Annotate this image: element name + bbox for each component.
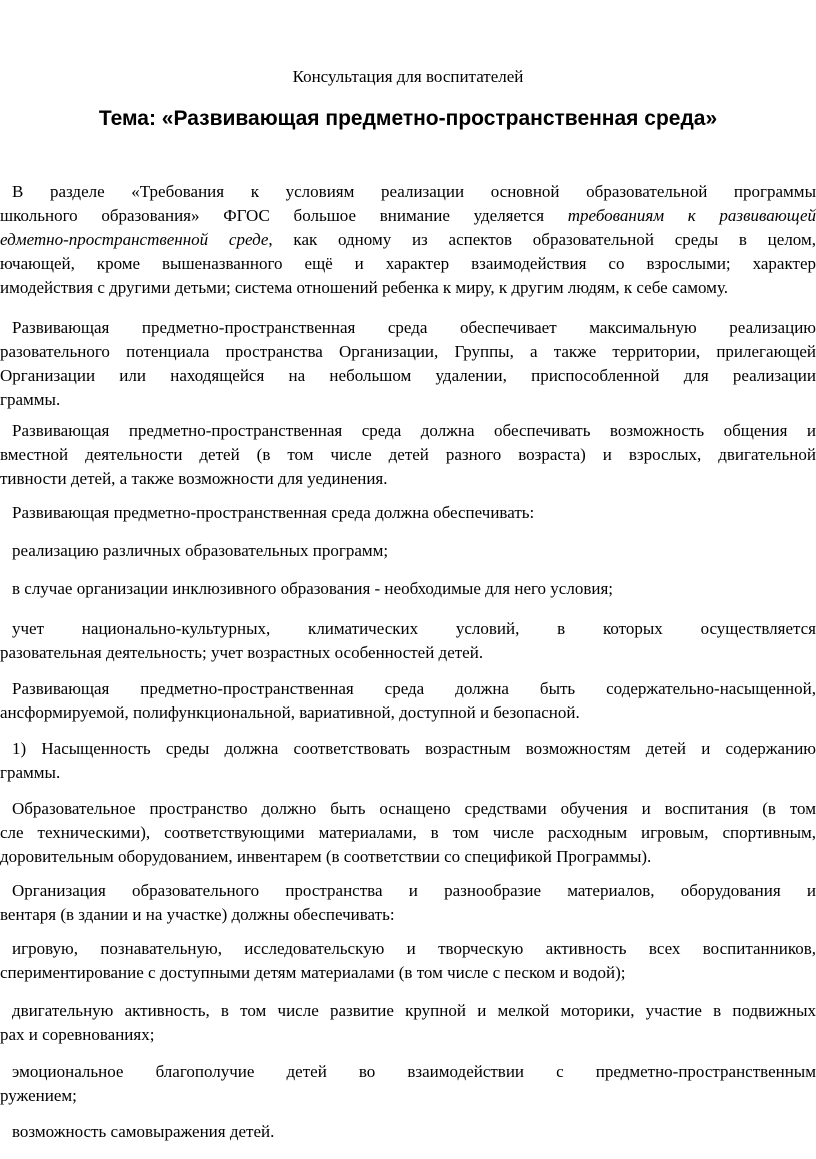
italic-term: едметно-пространственной среде (0, 230, 269, 249)
paragraph-line: ансформируемой, полифункциональной, вариативной, доступной и безопасной. (0, 703, 580, 722)
text-span: , как одному из аспектов образовательной среды в целом, (268, 230, 816, 249)
paragraph-line: вентаря (в здании и на участке) должны обеспечивать: (0, 905, 395, 924)
paragraph-line: вместной деятельности детей (в том числе детей разного возраста) и взрослых, двигательной (0, 445, 816, 464)
paragraph-line: Развивающая предметно-пространственная среда должна обеспечивать возможность общения и (12, 421, 816, 440)
paragraph-line: разовательного потенциала пространства Организации, Группы, а также территории, прилегающей (0, 342, 816, 361)
paragraph-line: учет национально-культурных, климатических условий, в которых осуществляется (12, 619, 816, 638)
paragraph-line: эмоциональное благополучие детей во взаимодействии с предметно-пространственным (12, 1062, 816, 1081)
paragraph-line: разовательная деятельность; учет возрастных особенностей детей. (0, 643, 484, 662)
document-title: Тема: «Развивающая предметно-пространственная среда» (98, 107, 718, 130)
document-heading: Консультация для воспитателей (292, 67, 524, 86)
paragraph-line: реализацию различных образовательных программ; (12, 541, 389, 560)
paragraph-line: Образовательное пространство должно быть оснащено средствами обучения и воспитания (в том (12, 799, 816, 818)
paragraph-9 (0, 737, 816, 785)
paragraph-line: тивности детей, а также возможности для уединения. (0, 469, 388, 488)
paragraph-line (0, 228, 816, 252)
paragraph-line: игровую, познавательную, исследовательскую и творческую активность всех воспитанников, (12, 939, 816, 958)
paragraph-10 (0, 797, 816, 869)
paragraph-line: рах и соревнованиях; (0, 1025, 155, 1044)
paragraph-line (0, 204, 816, 228)
paragraph-line: возможность самовыражения детей. (12, 1122, 275, 1141)
paragraph-line: Организация образовательного пространства и разнообразие материалов, оборудования и (12, 881, 816, 900)
paragraph-line: в случае организации инклюзивного образования - необходимые для него условия; (12, 579, 613, 598)
paragraph-line: Развивающая предметно-пространственная среда должна обеспечивать: (12, 503, 535, 522)
paragraph-15 (0, 1120, 816, 1144)
paragraph-12 (0, 937, 816, 985)
paragraph-line: доровительным оборудованием, инвентарем (в соответствии со спецификой Программы). (0, 847, 652, 866)
paragraph-4 (0, 501, 816, 525)
paragraph-line: граммы. (0, 763, 61, 782)
paragraph-line: Организации или находящейся на небольшом удалении, приспособленной для реализации (0, 366, 816, 385)
paragraph-2 (0, 316, 816, 412)
paragraph-line: Развивающая предметно-пространственная среда должна быть содержательно-насыщенной, (12, 679, 816, 698)
paragraph-1 (0, 180, 816, 300)
paragraph-11 (0, 879, 816, 927)
paragraph-5 (0, 539, 816, 563)
paragraph-line: граммы. (0, 390, 61, 409)
paragraph-line: имодействия с другими детьми; система отношений ребенка к миру, к другим людям, к себе самому. (0, 278, 728, 297)
text-span: школьного образования» ФГОС большое внимание уделяется (0, 206, 568, 225)
paragraph-line: В разделе «Требования к условиям реализации основной образовательной программы (12, 182, 816, 201)
paragraph-13 (0, 999, 816, 1047)
paragraph-line: ружением; (0, 1086, 77, 1105)
paragraph-3 (0, 419, 816, 491)
italic-term: требованиям к развивающей (567, 206, 816, 225)
paragraph-line: Развивающая предметно-пространственная среда обеспечивает максимальную реализацию (12, 318, 816, 337)
paragraph-line: двигательную активность, в том числе развитие крупной и мелкой моторики, участие в подвижных (12, 1001, 816, 1020)
paragraph-line: ючающей, кроме вышеназванного ещё и характер взаимодействия со взрослыми; характер (0, 254, 816, 273)
paragraph-8 (0, 677, 816, 725)
paragraph-14 (0, 1060, 816, 1108)
paragraph-line: сле техническими), соответствующими материалами, в том числе расходным игровым, спортивным, (0, 823, 816, 842)
paragraph-line: 1) Насыщенность среды должна соответствовать возрастным возможностям детей и содержанию (12, 739, 816, 758)
paragraph-7 (0, 617, 816, 665)
paragraph-line: спериментирование с доступными детям материалами (в том числе с песком и водой); (0, 963, 626, 982)
paragraph-6 (0, 577, 816, 601)
